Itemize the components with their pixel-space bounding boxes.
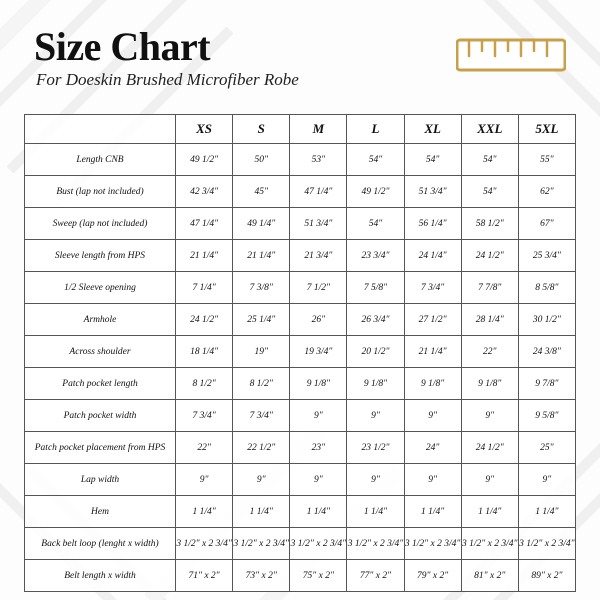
cell-value: 19"	[233, 336, 290, 368]
table-row	[25, 528, 576, 560]
cell-value: 9"	[404, 464, 461, 496]
cell-value: 9"	[461, 464, 518, 496]
row-label: Patch pocket placement from HPS	[25, 432, 176, 464]
cell-value: 24"	[404, 432, 461, 464]
cell-value: 49 1/2"	[347, 176, 404, 208]
cell-value: 7 1/2"	[290, 272, 347, 304]
cell-value: 3 1/2" x 2 3/4"	[290, 528, 347, 560]
cell-value: 3 1/2" x 2 3/4"	[461, 528, 518, 560]
cell-value: 18 1/4"	[176, 336, 233, 368]
row-label: Bust (lap not included)	[25, 176, 176, 208]
cell-value: 8 5/8"	[518, 272, 575, 304]
cell-value: 9"	[347, 400, 404, 432]
cell-value: 9"	[347, 464, 404, 496]
cell-value: 9 1/8"	[347, 368, 404, 400]
cell-value: 23"	[290, 432, 347, 464]
row-label: Lap width	[25, 464, 176, 496]
column-header-xl: XL	[404, 115, 461, 144]
cell-value: 20 1/2"	[347, 336, 404, 368]
table-row	[25, 336, 576, 368]
cell-value: 58 1/2"	[461, 208, 518, 240]
cell-value: 9"	[518, 464, 575, 496]
cell-value: 19 3/4"	[290, 336, 347, 368]
cell-value: 9"	[176, 464, 233, 496]
cell-value: 9"	[404, 400, 461, 432]
cell-value: 50"	[233, 144, 290, 176]
row-label: Armhole	[25, 304, 176, 336]
cell-value: 7 5/8"	[347, 272, 404, 304]
cell-value: 30 1/2"	[518, 304, 575, 336]
cell-value: 24 1/2"	[176, 304, 233, 336]
cell-value: 75" x 2"	[290, 560, 347, 592]
column-header-xxl: XXL	[461, 115, 518, 144]
cell-value: 7 3/4"	[176, 400, 233, 432]
cell-value: 49 1/2"	[176, 144, 233, 176]
cell-value: 3 1/2" x 2 3/4"	[233, 528, 290, 560]
cell-value: 9 1/8"	[461, 368, 518, 400]
table-row	[25, 208, 576, 240]
table-row	[25, 176, 576, 208]
table-row	[25, 144, 576, 176]
cell-value: 3 1/2" x 2 3/4"	[176, 528, 233, 560]
cell-value: 7 1/4"	[176, 272, 233, 304]
measurements-table	[24, 114, 576, 592]
cell-value: 7 3/4"	[233, 400, 290, 432]
cell-value: 1 1/4"	[233, 496, 290, 528]
table-header-row	[25, 115, 576, 144]
cell-value: 1 1/4"	[347, 496, 404, 528]
table-row	[25, 464, 576, 496]
cell-value: 24 3/8"	[518, 336, 575, 368]
column-header-l: L	[347, 115, 404, 144]
cell-value: 81" x 2"	[461, 560, 518, 592]
cell-value: 54"	[461, 176, 518, 208]
cell-value: 24 1/2"	[461, 240, 518, 272]
cell-value: 9"	[461, 400, 518, 432]
cell-value: 21 1/4"	[404, 336, 461, 368]
cell-value: 7 3/8"	[233, 272, 290, 304]
cell-value: 25"	[518, 432, 575, 464]
page-header	[24, 26, 576, 100]
table-corner-cell	[25, 115, 176, 144]
cell-value: 9 1/8"	[290, 368, 347, 400]
cell-value: 9 5/8"	[518, 400, 575, 432]
cell-value: 22 1/2"	[233, 432, 290, 464]
column-header-m: M	[290, 115, 347, 144]
cell-value: 26"	[290, 304, 347, 336]
cell-value: 8 1/2"	[233, 368, 290, 400]
cell-value: 55"	[518, 144, 575, 176]
cell-value: 1 1/4"	[290, 496, 347, 528]
ruler-icon	[456, 32, 566, 83]
cell-value: 51 3/4"	[404, 176, 461, 208]
cell-value: 28 1/4"	[461, 304, 518, 336]
row-label: Sweep (lap not included)	[25, 208, 176, 240]
cell-value: 8 1/2"	[176, 368, 233, 400]
cell-value: 22"	[176, 432, 233, 464]
cell-value: 3 1/2" x 2 3/4"	[404, 528, 461, 560]
cell-value: 24 1/4"	[404, 240, 461, 272]
cell-value: 54"	[404, 144, 461, 176]
cell-value: 47 1/4"	[176, 208, 233, 240]
cell-value: 27 1/2"	[404, 304, 461, 336]
cell-value: 54"	[347, 144, 404, 176]
row-label: Length CNB	[25, 144, 176, 176]
cell-value: 23 3/4"	[347, 240, 404, 272]
cell-value: 1 1/4"	[404, 496, 461, 528]
table-row	[25, 272, 576, 304]
cell-value: 9"	[290, 464, 347, 496]
cell-value: 53"	[290, 144, 347, 176]
table-body	[25, 144, 576, 592]
cell-value: 47 1/4"	[290, 176, 347, 208]
column-header-xs: XS	[176, 115, 233, 144]
cell-value: 71" x 2"	[176, 560, 233, 592]
cell-value: 1 1/4"	[176, 496, 233, 528]
table-row	[25, 304, 576, 336]
cell-value: 21 1/4"	[176, 240, 233, 272]
cell-value: 9 7/8"	[518, 368, 575, 400]
cell-value: 42 3/4"	[176, 176, 233, 208]
column-header-5xl: 5XL	[518, 115, 575, 144]
row-label: 1/2 Sleeve opening	[25, 272, 176, 304]
cell-value: 22"	[461, 336, 518, 368]
cell-value: 1 1/4"	[518, 496, 575, 528]
cell-value: 89" x 2"	[518, 560, 575, 592]
cell-value: 25 3/4"	[518, 240, 575, 272]
table-row	[25, 368, 576, 400]
table-row	[25, 432, 576, 464]
row-label: Hem	[25, 496, 176, 528]
cell-value: 56 1/4"	[404, 208, 461, 240]
page-subtitle: For Doeskin Brushed Microfiber Robe	[36, 70, 299, 89]
cell-value: 79" x 2"	[404, 560, 461, 592]
cell-value: 3 1/2" x 2 3/4"	[518, 528, 575, 560]
row-label: Across shoulder	[25, 336, 176, 368]
row-label: Sleeve length from HPS	[25, 240, 176, 272]
row-label: Back belt loop (lenght x width)	[25, 528, 176, 560]
cell-value: 1 1/4"	[461, 496, 518, 528]
cell-value: 73" x 2"	[233, 560, 290, 592]
page-title: Size Chart	[34, 24, 211, 69]
cell-value: 26 3/4"	[347, 304, 404, 336]
row-label: Patch pocket width	[25, 400, 176, 432]
cell-value: 77" x 2"	[347, 560, 404, 592]
cell-value: 51 3/4"	[290, 208, 347, 240]
cell-value: 24 1/2"	[461, 432, 518, 464]
table-row	[25, 400, 576, 432]
row-label: Belt length x width	[25, 560, 176, 592]
cell-value: 7 7/8"	[461, 272, 518, 304]
cell-value: 67"	[518, 208, 575, 240]
cell-value: 21 1/4"	[233, 240, 290, 272]
cell-value: 9"	[290, 400, 347, 432]
table-row	[25, 240, 576, 272]
cell-value: 23 1/2"	[347, 432, 404, 464]
cell-value: 7 3/4"	[404, 272, 461, 304]
cell-value: 21 3/4"	[290, 240, 347, 272]
cell-value: 54"	[347, 208, 404, 240]
cell-value: 9"	[233, 464, 290, 496]
table-header	[25, 115, 576, 144]
cell-value: 62"	[518, 176, 575, 208]
cell-value: 25 1/4"	[233, 304, 290, 336]
cell-value: 9 1/8"	[404, 368, 461, 400]
cell-value: 54"	[461, 144, 518, 176]
row-label: Patch pocket length	[25, 368, 176, 400]
cell-value: 3 1/2" x 2 3/4"	[347, 528, 404, 560]
column-header-s: S	[233, 115, 290, 144]
cell-value: 49 1/4"	[233, 208, 290, 240]
cell-value: 45"	[233, 176, 290, 208]
table-row	[25, 496, 576, 528]
table-row	[25, 560, 576, 592]
